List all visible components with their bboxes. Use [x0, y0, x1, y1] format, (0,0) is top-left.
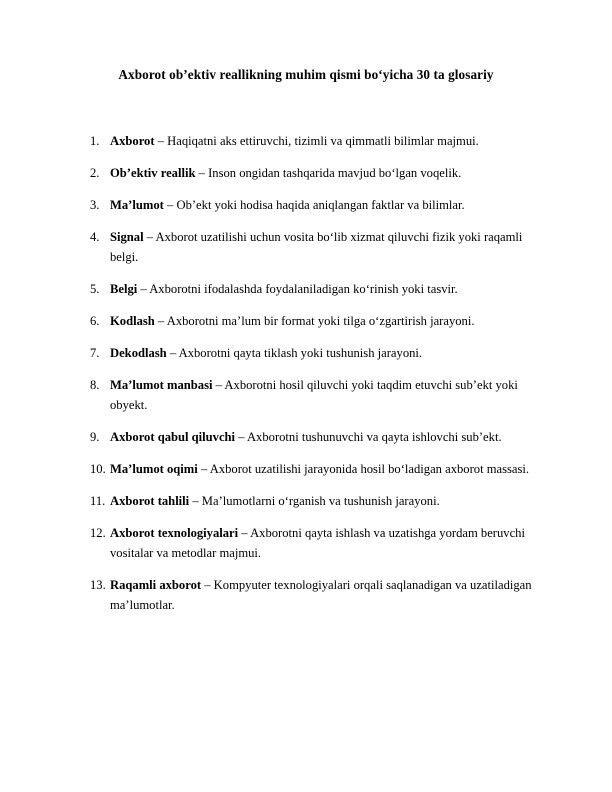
term-separator: – — [154, 134, 168, 148]
list-item — [72, 491, 540, 511]
list-item-number: 7. — [90, 345, 106, 360]
term-separator: – — [235, 429, 247, 444]
glossary-definition: Axborotni tushunuvchi va qayta ishlovchi sub’ekt. — [246, 429, 502, 444]
term-separator: – — [195, 165, 209, 180]
glossary-definition: Kompyuter texnologiyalari orqali saqlanadigan va uzatiladigan ma’lumotlar. — [110, 577, 532, 613]
glossary-definition: Haqiqatni aks ettiruvchi, tizimli va qimmatli bilimlar majmui. — [167, 134, 479, 148]
list-item-number: 8. — [90, 377, 106, 392]
glossary-term: Dekodlash — [110, 345, 167, 360]
glossary-term: Kodlash — [110, 313, 155, 328]
list-item-number: 4. — [90, 229, 106, 244]
list-item — [72, 131, 540, 151]
glossary-term: Ma’lumot manbasi — [110, 377, 213, 392]
list-item-number: 11. — [90, 493, 106, 508]
list-item-number: 1. — [90, 134, 106, 148]
list-item-number: 5. — [90, 281, 106, 296]
glossary-definition: Axborot uzatilishi uchun vosita bo‘lib xizmat qiluvchi fizik yoki raqamli belgi. — [110, 229, 523, 265]
term-separator: – — [197, 461, 210, 476]
page-title: Axborot ob’ektiv reallikning muhim qismi bo‘yicha 30 ta glosariy — [118, 67, 494, 82]
glossary-definition: Axborotni qayta tiklash yoki tushunish jarayoni. — [178, 345, 423, 360]
glossary-definition: Inson ongidan tashqarida mavjud bo‘lgan voqelik. — [208, 165, 462, 180]
list-item — [72, 575, 540, 616]
list-item — [72, 311, 540, 331]
list-item-number: 2. — [90, 165, 106, 180]
glossary-term: Axborot tahlili — [110, 493, 190, 508]
glossary-term: Ma’lumot oqimi — [110, 461, 198, 476]
glossary-term: Axborot texnologiyalari — [110, 525, 239, 540]
term-separator: – — [137, 281, 150, 296]
glossary-term: Axborot — [110, 134, 155, 148]
glossary-term: Raqamli axborot — [110, 577, 202, 592]
list-item — [72, 343, 540, 363]
term-separator: – — [201, 577, 214, 592]
glossary-term: Ma’lumot — [110, 197, 164, 212]
term-separator: – — [189, 493, 202, 508]
list-item — [72, 375, 540, 416]
list-item — [72, 195, 540, 215]
list-item — [72, 227, 540, 268]
list-item — [72, 459, 540, 479]
glossary-term: Ob’ektiv reallik — [110, 165, 196, 180]
list-item — [72, 163, 540, 183]
list-item — [72, 427, 540, 447]
list-item-number: 3. — [90, 197, 106, 212]
glossary-definition: Axborotni ma’lum bir format yoki tilga o‘zgartirish jarayoni. — [166, 313, 475, 328]
glossary-term: Axborot qabul qiluvchi — [110, 429, 236, 444]
list-item-number: 10. — [90, 461, 106, 476]
term-separator: – — [143, 229, 156, 244]
list-item — [72, 279, 540, 299]
glossary-list — [72, 131, 540, 627]
list-item — [72, 523, 540, 564]
list-item-number: 9. — [90, 429, 106, 444]
list-item-number: 12. — [90, 525, 106, 540]
term-separator: – — [154, 313, 167, 328]
glossary-definition: Axborotni hosil qiluvchi yoki taqdim etuvchi sub’ekt yoki obyekt. — [110, 377, 518, 413]
term-separator: – — [163, 197, 177, 212]
glossary-definition: Axborotni ifodalashda foydalaniladigan ko‘rinish yoki tasvir. — [149, 281, 458, 296]
list-item-number: 6. — [90, 313, 106, 328]
term-separator: – — [166, 345, 179, 360]
term-separator: – — [212, 377, 225, 392]
glossary-definition: Axborotni qayta ishlash va uzatishga yordam beruvchi vositalar va metodlar majmui. — [110, 525, 525, 560]
list-item-number: 13. — [90, 577, 106, 592]
glossary-definition: Ob’ekt yoki hodisa haqida aniqlangan faktlar va bilimlar. — [176, 197, 465, 212]
glossary-term: Signal — [110, 229, 144, 244]
glossary-definition: Ma’lumotlarni o‘rganish va tushunish jarayoni. — [201, 493, 440, 508]
term-separator: – — [238, 525, 251, 540]
glossary-term: Belgi — [110, 281, 138, 296]
glossary-definition: Axborot uzatilishi jarayonida hosil bo‘ladigan axborot massasi. — [209, 461, 530, 476]
